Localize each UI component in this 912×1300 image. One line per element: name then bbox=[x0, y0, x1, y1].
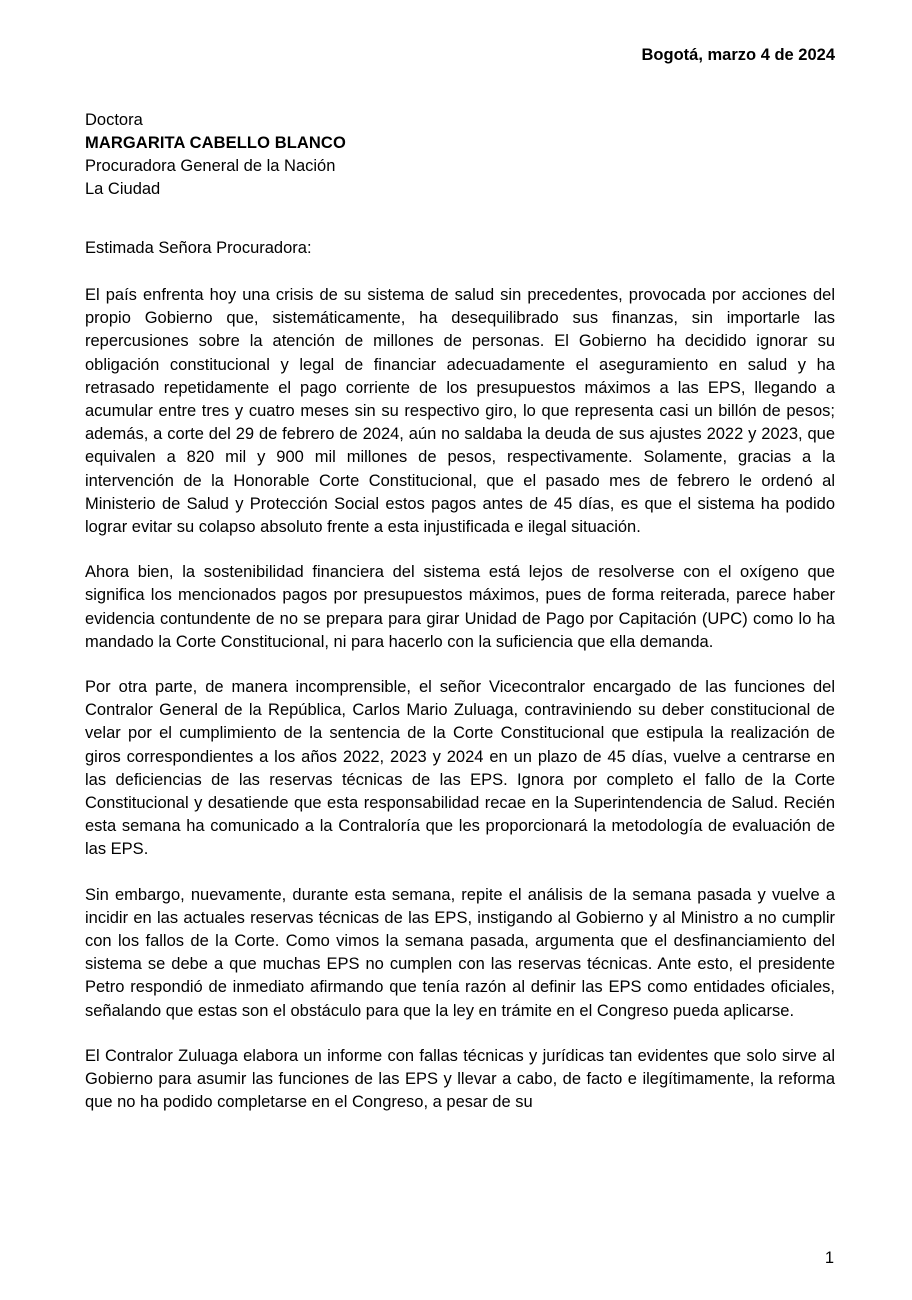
date-line: Bogotá, marzo 4 de 2024 bbox=[641, 46, 835, 64]
addressee-title: Doctora bbox=[85, 111, 143, 129]
addressee-position: Procuradora General de la Nación bbox=[85, 157, 336, 175]
body-paragraph: Por otra parte, de manera incomprensible, el señor Vicecontralor encargado de las funciones del Contralor General de la República, Carlos Mario Zuluaga, contraviniendo su deber constitucional de velar por el cumplimiento de la sentencia de la Corte Constitucional que estipula la realización de giros correspondientes a los años 2022, 2023 y 2024 en un plazo de 45 días, vuelve a centrarse en las deficiencias de las reservas técnicas de las EPS. Ignora por completo el fallo de la Corte Constitucional y desatiende que esta responsabilidad recae en la Superintendencia de Salud. Recién esta semana ha comunicado a la Contraloría que les proporcionará la metodología de evaluación de las EPS. bbox=[85, 678, 835, 859]
body-copy bbox=[85, 284, 835, 1115]
page-number: 1 bbox=[824, 1249, 834, 1267]
body-paragraph: Ahora bien, la sostenibilidad financiera del sistema está lejos de resolverse con el oxígeno que significa los mencionados pagos por presupuestos máximos, pues de forma reiterada, parece haber evidencia contundente de no se prepara para girar Unidad de Pago por Capitación (UPC) como lo ha mandado la Corte Constitucional, ni para hacerlo con la suficiencia que ella demanda. bbox=[85, 563, 835, 651]
document-content bbox=[85, 0, 835, 1115]
addressee-block bbox=[85, 109, 835, 201]
addressee-name: MARGARITA CABELLO BLANCO bbox=[85, 134, 346, 152]
addressee-city: La Ciudad bbox=[85, 180, 161, 198]
body-paragraph: El país enfrenta hoy una crisis de su sistema de salud sin precedentes, provocada por acciones del propio Gobierno que, sistemáticamente, ha desequilibrado sus finanzas, sin importarle las repercusiones sobre la atención de millones de personas. El Gobierno ha decidido ignorar su obligación constitucional y legal de financiar adecuadamente el aseguramiento en salud y ha retrasado repetidamente el pago corriente de los presupuestos máximos a las EPS, llegando a acumular entre tres y cuatro meses sin su respectivo giro, lo que representa casi un billón de pesos; además, a corte del 29 de febrero de 2024, aún no saldaba la deuda de sus ajustes 2022 y 2023, que equivalen a 820 mil y 900 mil millones de pesos, respectivamente. Solamente, gracias a la intervención de la Honorable Corte Constitucional, que el pasado mes de febrero le ordenó al Ministerio de Salud y Protección Social estos pagos antes de 45 días, es que el sistema ha podido lograr evitar su colapso absoluto frente a esta injustificada e ilegal situación. bbox=[85, 286, 835, 537]
body-paragraph: Sin embargo, nuevamente, durante esta semana, repite el análisis de la semana pasada y vuelve a incidir en las actuales reservas técnicas de las EPS, instigando al Gobierno y al Ministro a no cumplir con los fallos de la Corte. Como vimos la semana pasada, argumenta que el desfinanciamiento del sistema se debe a que muchas EPS no cumplen con las reservas técnicas. Ante esto, el presidente Petro respondió de inmediato afirmando que tenía razón al definir las EPS como entidades oficiales, señalando que estas son el obstáculo para que la ley en trámite en el Congreso pueda aplicarse. bbox=[85, 885, 835, 1020]
body-paragraph: El Contralor Zuluaga elabora un informe con fallas técnicas y jurídicas tan evidentes que solo sirve al Gobierno para asumir las funciones de las EPS y llevar a cabo, de facto e ilegítimamente, la reforma que no ha podido completarse en el Congreso, a pesar de su bbox=[85, 1046, 835, 1112]
salutation: Estimada Señora Procuradora: bbox=[85, 239, 312, 257]
